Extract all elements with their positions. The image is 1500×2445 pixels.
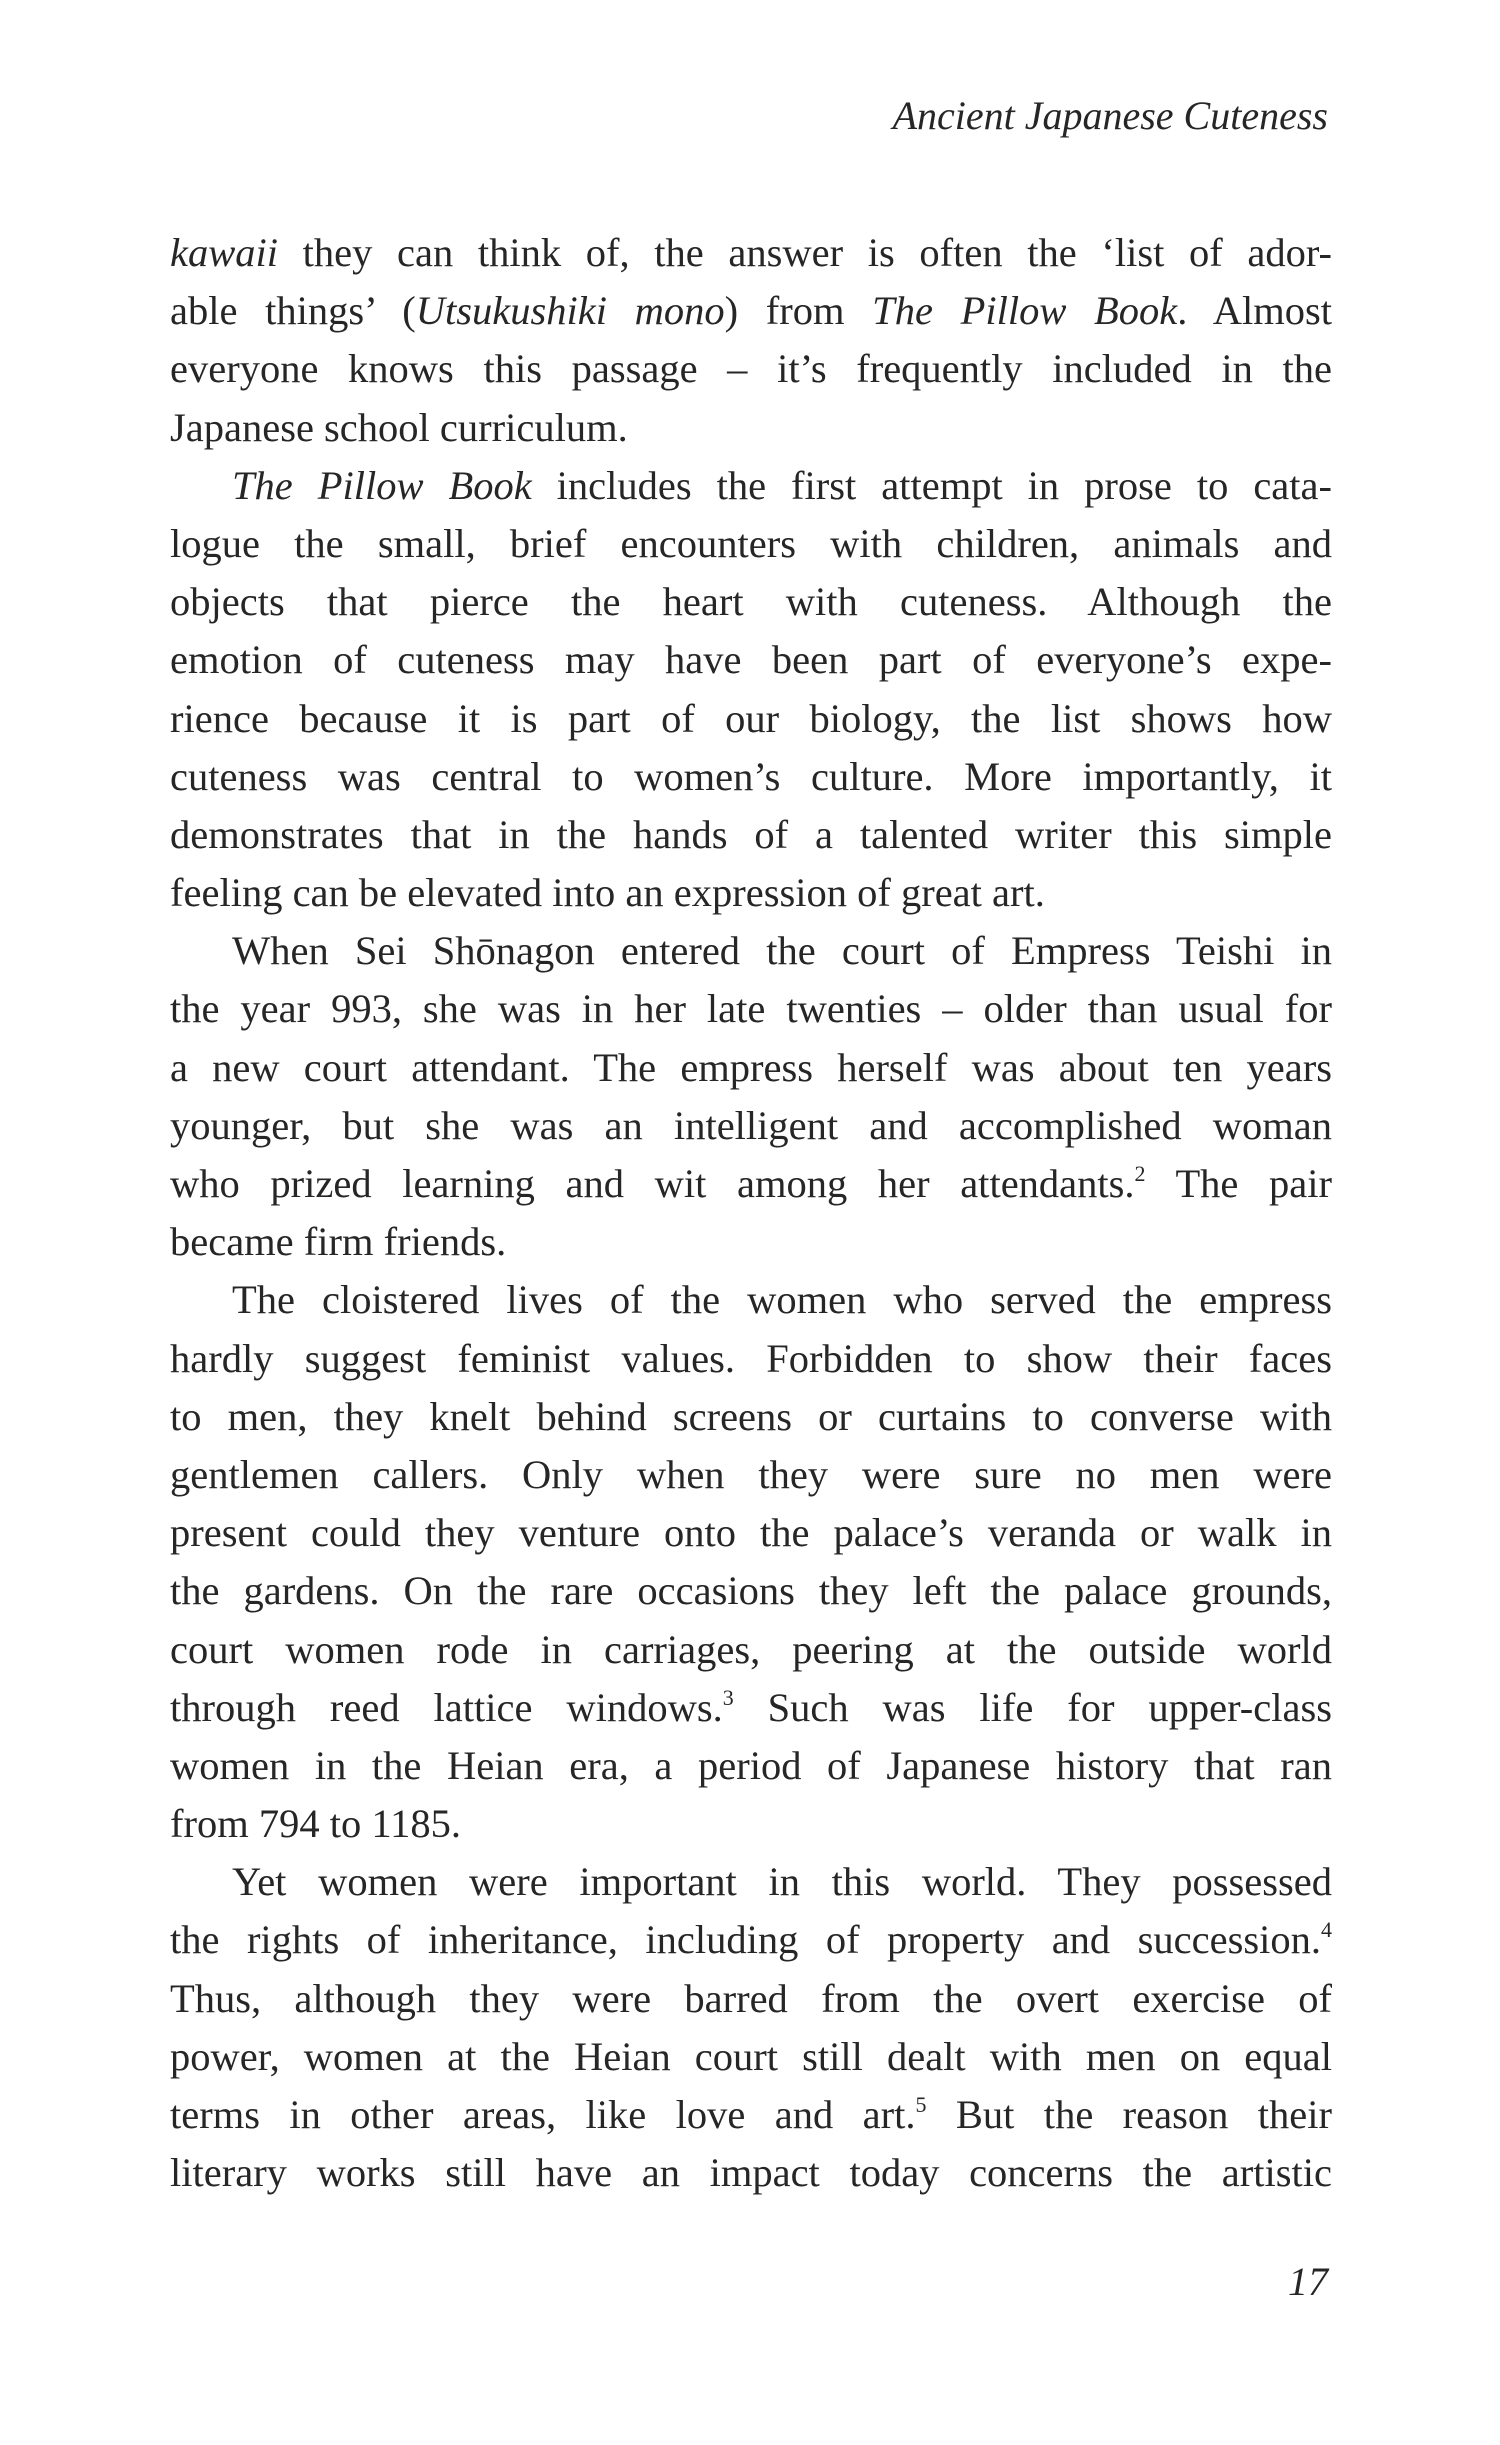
text-line: everyone knows this passage – it’s frequently included in the xyxy=(170,346,1332,392)
text-run: through reed lattice windows. xyxy=(170,1684,723,1730)
footnote-ref: 3 xyxy=(722,1684,734,1710)
text-line: literary works still have an impact today concerns the artistic xyxy=(170,2150,1332,2196)
footnote-ref: 4 xyxy=(1321,1917,1332,1943)
text-line xyxy=(170,224,1332,282)
text-line: court women rode in carriages, peering at the outside world xyxy=(170,1626,1332,1672)
text-line: Yet women were important in this world. They possessed xyxy=(232,1859,1332,1905)
text-line: cuteness was central to women’s culture. More importantly, it xyxy=(170,753,1332,799)
italic-term: Utsukushiki mono xyxy=(415,288,725,334)
text-line: demonstrates that in the hands of a talented writer this simple xyxy=(170,811,1332,857)
text-line: The cloistered lives of the women who served the empress xyxy=(232,1277,1332,1323)
text-line xyxy=(170,1155,1332,1213)
text-run: . Almost xyxy=(1177,288,1333,334)
text-line: power, women at the Heian court still dealt with men on equal xyxy=(170,2033,1332,2079)
text-run: Such was life for upper-class xyxy=(733,1684,1332,1730)
italic-term: kawaii xyxy=(170,230,278,275)
text-line: younger, but she was an intelligent and accomplished woman xyxy=(170,1102,1332,1148)
text-line xyxy=(170,282,1332,340)
text-run: includes the first attempt in prose to cata- xyxy=(531,462,1332,508)
text-line xyxy=(170,2086,1332,2144)
text-line: emotion of cuteness may have been part of everyone’s expe- xyxy=(170,637,1332,683)
text-line: present could they venture onto the palace’s veranda or walk in xyxy=(170,1510,1332,1556)
body-text xyxy=(170,224,1332,2202)
text-run: But the reason their xyxy=(926,2092,1332,2137)
text-line: the year 993, she was in her late twenties – older than usual for xyxy=(170,986,1332,1032)
running-head: Ancient Japanese Cuteness xyxy=(892,93,1328,138)
text-line xyxy=(170,1679,1332,1737)
page-number: 17 xyxy=(1288,2259,1328,2304)
text-run: The pair xyxy=(1145,1161,1333,1206)
text-line: When Sei Shōnagon entered the court of Empress Teishi in xyxy=(232,928,1332,974)
text-line: logue the small, brief encounters with children, animals and xyxy=(170,520,1332,566)
text-line xyxy=(170,457,1332,515)
text-line: the gardens. On the rare occasions they left the palace grounds, xyxy=(170,1568,1332,1614)
text-run: the rights of inheritance, including of property and succession. xyxy=(170,1917,1321,1963)
footnote-ref: 2 xyxy=(1134,1161,1146,1186)
text-line: to men, they knelt behind screens or curtains to converse with xyxy=(170,1393,1332,1439)
text-line: from 794 to 1185. xyxy=(170,1801,461,1847)
text-line: Japanese school curriculum. xyxy=(170,404,628,450)
text-line: a new court attendant. The empress herself was about ten years xyxy=(170,1044,1332,1090)
italic-title: The Pillow Book xyxy=(232,462,532,508)
footnote-ref: 5 xyxy=(915,2092,927,2117)
text-run: ) from xyxy=(724,288,873,334)
text-run: terms in other areas, like love and art. xyxy=(170,2092,916,2137)
text-line: objects that pierce the heart with cuteness. Although the xyxy=(170,579,1332,625)
text-run: who prized learning and wit among her attendants. xyxy=(170,1161,1135,1206)
text-line: gentlemen callers. Only when they were sure no men were xyxy=(170,1451,1332,1497)
text-line: hardly suggest feminist values. Forbidden to show their faces xyxy=(170,1335,1332,1381)
text-line: Thus, although they were barred from the overt exercise of xyxy=(170,1975,1332,2021)
text-line: rience because it is part of our biology, the list shows how xyxy=(170,695,1332,741)
text-line xyxy=(170,1911,1332,1969)
italic-title: The Pillow Book xyxy=(872,288,1178,334)
text-line: women in the Heian era, a period of Japanese history that ran xyxy=(170,1742,1332,1788)
text-run: able things’ ( xyxy=(170,288,416,334)
text-line: became firm friends. xyxy=(170,1219,507,1265)
text-line: feeling can be elevated into an expression of great art. xyxy=(170,870,1045,916)
text-run: they can think of, the answer is often the ‘list of ador- xyxy=(278,230,1332,275)
